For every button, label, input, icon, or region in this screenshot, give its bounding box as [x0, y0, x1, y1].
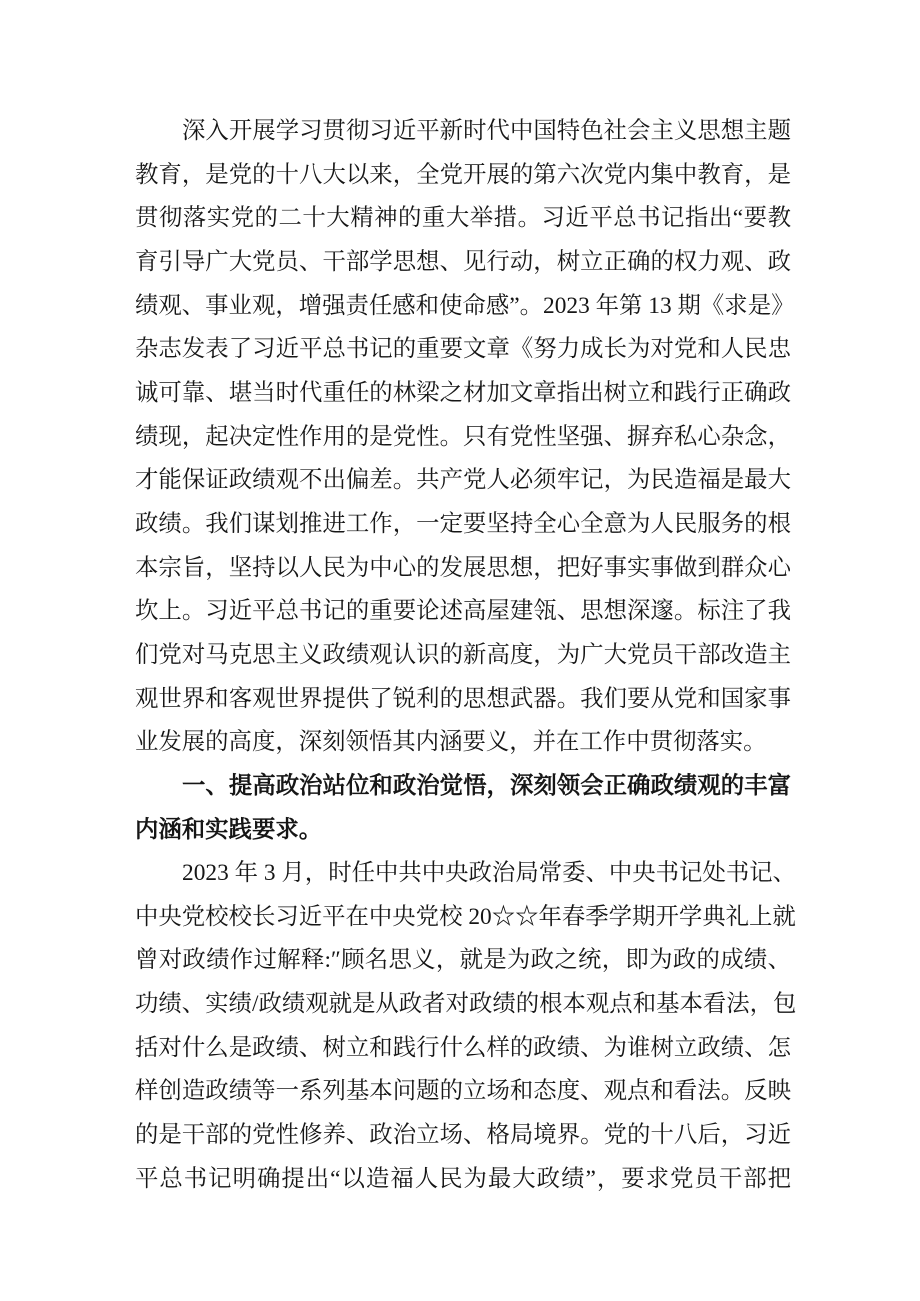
paragraph-intro [135, 110, 795, 765]
heading-line: 一、提高政治站位和政治觉悟，深刻领会正确政绩观的丰富 [182, 772, 791, 799]
text-line: 绩现，起决定性作用的是党性。只有党性坚强、摒弃私心杂念， [135, 423, 791, 450]
text-line: 政绩。我们谋划推进工作，一定要坚持全心全意为人民服务的根 [135, 510, 791, 537]
text-line: 2023 年 3 月，时任中共中央政治局常委、中央书记处书记、 [182, 860, 797, 887]
section-heading [135, 765, 791, 852]
text-line: 深入开展学习贯彻习近平新时代中国特色社会主义思想主题 [182, 118, 791, 144]
text-line: 中央党校校长习近平在中央党校 20☆☆年春季学期开学典礼上就 [135, 903, 796, 930]
text-line: 诚可靠、堪当时代重任的林梁之材加文章指出树立和践行正确政 [135, 379, 791, 406]
text-line: 坎上。习近平总书记的重要论述高屋建瓴、思想深邃。标注了我 [135, 598, 791, 625]
text-line: 括对什么是政绩、树立和践行什么样的政绩、为谁树立政绩、怎 [135, 1034, 791, 1061]
text-line: 业发展的高度，深刻领悟其内涵要义，并在工作中贯彻落实。 [135, 729, 767, 756]
text-line: 本宗旨，坚持以人民为中心的发展思想，把好事实事做到群众心 [135, 554, 791, 581]
text-line: 平总书记明确提出“以造福人民为最大政绩”，要求党员干部把 [135, 1165, 791, 1192]
text-line: 的是干部的党性修养、政治立场、格局境界。党的十八后，习近 [135, 1122, 791, 1149]
text-line: 们党对马克思主义政绩观认识的新高度，为广大党员干部改造主 [135, 641, 791, 668]
text-line: 绩观、事业观，增强责任感和使命感”。2023 年第 13 期《求是》 [135, 292, 795, 319]
document-body [135, 110, 797, 1201]
text-line: 杂志发表了习近平总书记的重要文章《努力成长为对党和人民忠 [135, 336, 791, 363]
text-line: 才能保证政绩观不出偏差。共产党人必须牢记，为民造福是最大 [135, 467, 791, 494]
text-line: 曾对政绩作过解释:″顾名思义，就是为政之统，即为政的成绩、 [135, 947, 791, 974]
text-line: 育引导广大党员、干部学思想、见行动，树立正确的权力观、政 [135, 248, 791, 275]
text-line: 贯彻落实党的二十大精神的重大举措。习近平总书记指出“要教 [135, 205, 791, 232]
heading-line: 内涵和实践要求。 [135, 816, 323, 843]
text-line: 样创造政绩等一系列基本问题的立场和态度、观点和看法。反映 [135, 1078, 791, 1105]
text-line: 观世界和客观世界提供了锐利的思想武器。我们要从党和国家事 [135, 685, 791, 712]
text-line: 功绩、实绩/政绩观就是从政者对政绩的根本观点和基本看法，包 [135, 991, 797, 1018]
paragraph-section-one [135, 852, 797, 1201]
text-line: 教育，是党的十八大以来，全党开展的第六次党内集中教育，是 [135, 161, 791, 188]
